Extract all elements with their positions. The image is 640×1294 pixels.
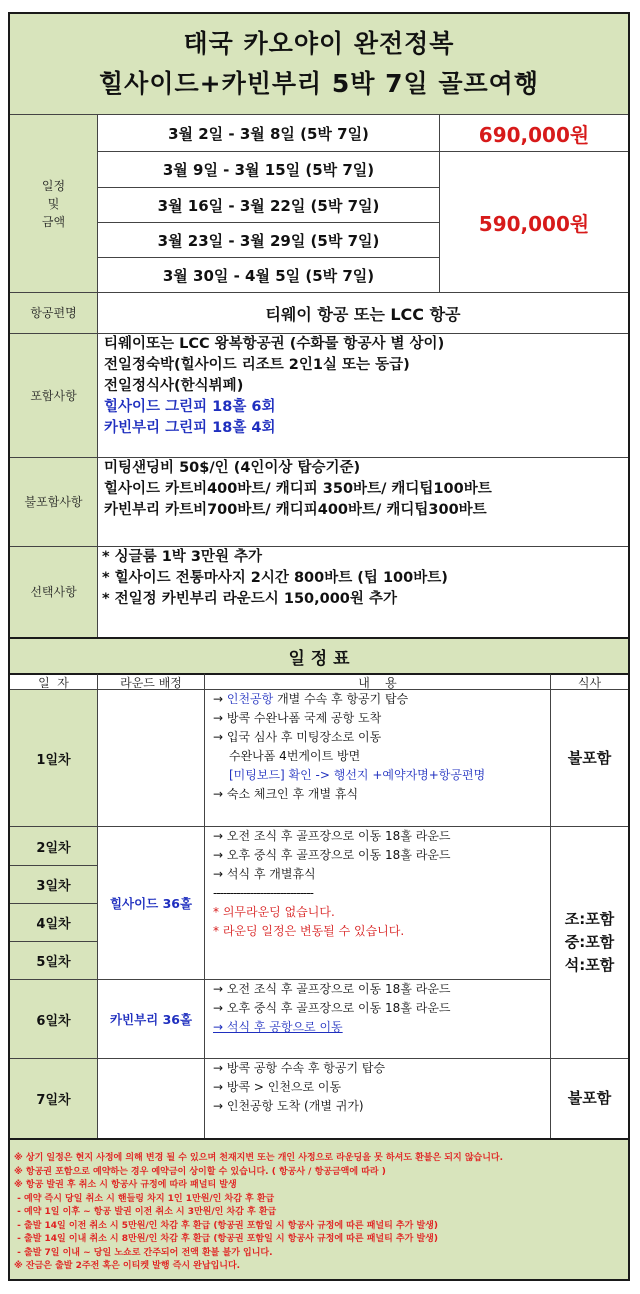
day-line: → 방콕 > 인천으로 이동 [213,1080,342,1094]
title-line-2: 힐사이드+카빈부리 5박 7일 골프여행 [99,69,539,98]
note-line: ※ 항공권 포함으로 예약하는 경우 예약금이 상이할 수 있습니다. ( 항공사 / 항공금액에 따라 ) [14,1166,386,1177]
excluded-list [97,457,628,546]
schedule-row: 3월 9일 - 3월 15일 (5박 7일) [97,151,439,187]
round-note: * 라운딩 일정은 변동될 수 있습니다. [213,924,405,938]
schedule-row: 3월 30일 - 4월 5일 (5박 7일) [97,257,439,292]
included-item: 전일정숙박(힐사이드 리조트 2인1실 또는 동급) [104,357,410,373]
optional-list [97,546,628,637]
day-1-round [97,689,204,826]
line-text: 숙소 체크인 후 개별 휴식 [226,787,359,801]
itinerary-title: 일 정 표 [10,637,628,673]
included-item: 티웨이또는 LCC 왕복항공권 (수화물 항공사 별 상이) [104,336,445,352]
optional-item: * 힐사이드 전통마사지 2시간 800바트 (팁 100바트) [102,570,448,586]
col-header-meal: 식사 [550,673,628,689]
day-1-line: 수완나폼 4번게이트 방면 [229,749,361,763]
day-6-label: 6일차 [10,979,97,1058]
optional-label: 선택사항 [10,546,97,637]
included-item: 전일정식사(한식뷔페) [104,378,244,394]
optional-item: * 전일정 카빈부리 라운드시 150,000원 추가 [102,591,397,607]
day-1-meal: 불포함 [550,689,628,826]
meal-breakfast: 조:포함 [564,910,615,928]
note-line: - 예약 1일 이후 ~ 항공 발권 이전 취소 시 3만원/인 차감 후 환급 [14,1207,277,1217]
day-1-line [213,728,381,747]
meal-lunch: 중:포함 [564,933,615,951]
day-7-label: 7일차 [10,1058,97,1138]
day-3-label: 3일차 [10,865,97,903]
day-1-line [213,709,381,728]
arrow-icon: → [213,711,227,725]
day-5-label: 5일차 [10,941,97,979]
included-list [97,333,628,457]
day-1-content [204,689,550,826]
day-1-label: 1일차 [10,689,97,826]
page-title [10,14,628,114]
note-line: - 출발 14일 이내 취소 시 8만원/인 차감 후 환급 (항공권 포함일 시 항공사 규정에 따른 패널티 추가 발생) [14,1234,438,1244]
included-label: 포함사항 [10,333,97,457]
days-2-5-content [204,826,550,979]
line-text: 개별 수속 후 항공기 탑승 [273,692,409,706]
airline-label: 항공편명 [10,292,97,333]
included-item: 힐사이드 그린피 18홀 6회 [104,399,276,415]
day-7-round [97,1058,204,1138]
day-line: → 방콕 공항 수속 후 항공기 탑승 [213,1061,386,1075]
notes-box [10,1138,628,1279]
day-6-content [204,979,550,1058]
highlight-text: 인천공항 [226,692,274,706]
note-line: ※ 잔금은 출발 2주전 혹은 이티켓 발행 즉시 완납입니다. [14,1261,241,1271]
label-line: 일정 [41,178,66,193]
col-header-day: 일 자 [10,673,97,689]
label-line: 금액 [41,214,66,229]
round-note: * 의무라운딩 없습니다. [213,905,335,919]
note-line: - 출발 14일 이전 취소 시 5만원/인 차감 후 환급 (항공권 포함일 시 항공사 규정에 따른 패널티 추가 발생) [14,1220,438,1231]
col-header-round: 라운드 배정 [97,673,204,689]
arrow-icon: → [213,730,227,744]
day-line: → 오전 조식 후 골프장으로 이동 18홀 라운드 [213,982,451,996]
days-2-6-meal [550,826,628,1058]
meal-dinner: 석:포함 [564,956,615,974]
optional-item: * 싱글룸 1박 3만원 추가 [102,549,263,565]
day-line: → 석식 후 개별휴식 [213,867,316,881]
schedule-row: 3월 2일 - 3월 8일 (5박 7일) [97,114,439,151]
excluded-item: 미팅샌딩비 50$/인 (4인이상 탑승기준) [104,460,361,476]
schedule-row: 3월 16일 - 3월 22일 (5박 7일) [97,187,439,222]
note-line: - 출발 7일 이내 ~ 당일 노쇼로 간주되어 전액 환불 불가 입니다. [14,1247,273,1258]
note-line: - 예약 즉시 당일 취소 시 핸들링 차지 1인 1만원/인 차감 후 환급 [14,1193,275,1204]
day-1-line [213,690,408,709]
excluded-label: 불포함사항 [10,457,97,546]
title-line-1: 태국 카오야이 완전정복 [183,29,455,58]
schedule-price-label [10,114,97,292]
days-2-5-round: 힐사이드 36홀 [97,826,204,979]
excluded-item: 카빈부리 카트비700바트/ 캐디피400바트/ 캐디팁300바트 [104,502,487,518]
day-6-round: 카빈부리 36홀 [97,979,204,1058]
line-text: 입국 심사 후 미팅장소로 이동 [226,730,382,744]
divider: ------------------------------ [213,886,313,900]
note-line: ※ 상기 일정은 현지 사정에 의해 변경 될 수 있으며 천재지변 또는 개인 사정으로 라운딩을 못 하셔도 환불은 되지 않습니다. [14,1153,504,1163]
day-line: → 오후 중식 후 골프장으로 이동 18홀 라운드 [213,1001,451,1015]
airline-value: 티웨이 항공 또는 LCC 항공 [97,292,628,333]
day-4-label: 4일차 [10,903,97,941]
note-line: ※ 항공 발권 후 취소 시 항공사 규정에 따라 패널티 발생 [14,1180,237,1190]
col-header-content: 내 용 [204,673,550,689]
day-7-content [204,1058,550,1138]
tour-sheet [8,12,630,1281]
price-cell: 590,000원 [439,151,628,292]
day-1-line [213,785,358,804]
schedule-row: 3월 23일 - 3월 29일 (5박 7일) [97,222,439,257]
day-line: → 오후 중식 후 골프장으로 이동 18홀 라운드 [213,848,451,862]
arrow-icon: → [213,692,227,706]
label-line: 및 [47,196,60,211]
day-line: → 인천공항 도착 (개별 귀가) [213,1099,364,1113]
line-text: 방콕 수완나폼 국제 공항 도착 [226,711,382,725]
day-line: → 오전 조식 후 골프장으로 이동 18홀 라운드 [213,829,451,843]
day-7-meal: 불포함 [550,1058,628,1138]
price-cell: 690,000원 [439,114,628,151]
day-1-line: [미팅보드] 확인 -> 행선지 +예약자명+항공편명 [229,768,486,782]
arrow-icon: → [213,787,227,801]
airport-transfer-link[interactable]: → 석식 후 공항으로 이동 [213,1020,343,1034]
excluded-item: 힐사이드 카트비400바트/ 캐디피 350바트/ 캐디팁100바트 [104,481,492,497]
day-2-label: 2일차 [10,826,97,865]
included-item: 카빈부리 그린피 18홀 4회 [104,420,276,436]
